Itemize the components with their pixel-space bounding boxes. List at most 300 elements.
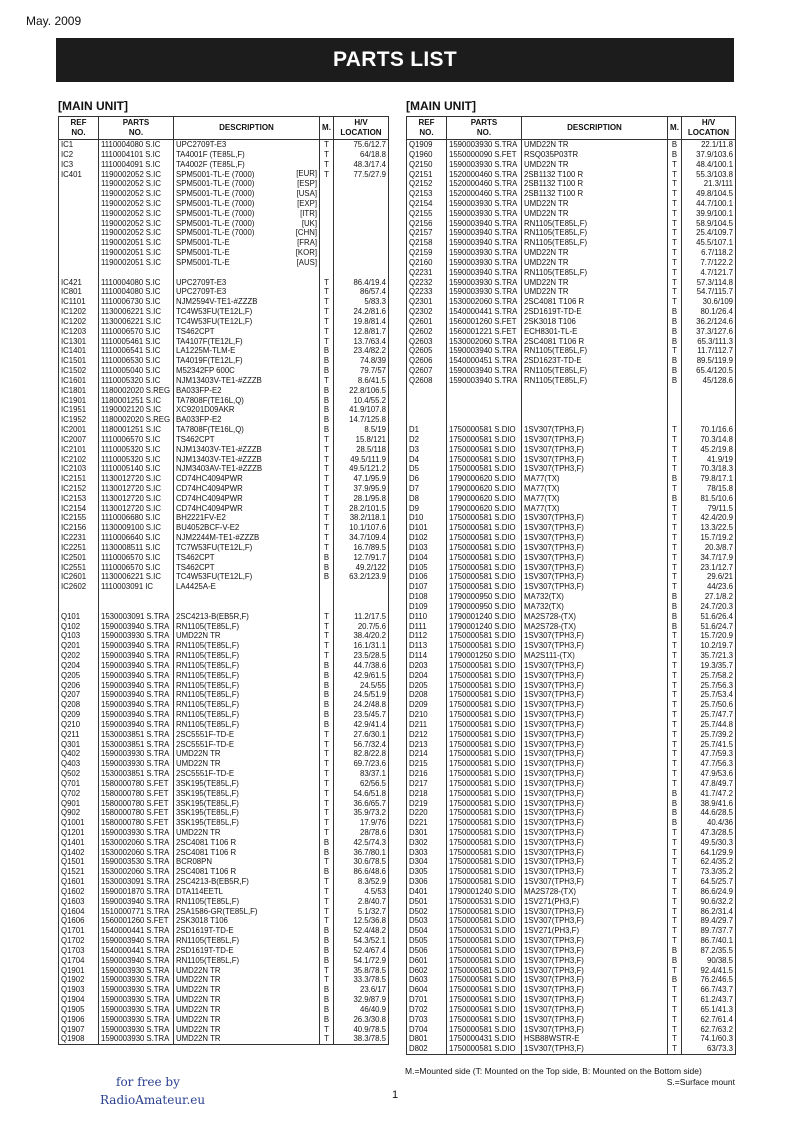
description-cell — [174, 769, 320, 779]
hv-location — [334, 199, 389, 209]
hv-location: 24.5/55 — [334, 681, 389, 691]
description: RN1105(TE85L,F) — [524, 346, 588, 356]
hv-location: 25.7/53.4 — [682, 690, 736, 700]
table-row — [59, 248, 389, 258]
description-cell — [522, 1015, 668, 1025]
description-cell — [174, 877, 320, 887]
description: RN1105(TE85L,F) — [176, 651, 240, 661]
part-type: S.DIO — [494, 818, 516, 828]
table-row — [59, 740, 389, 750]
table-row — [407, 386, 736, 396]
part-type: S.IC — [145, 454, 161, 464]
table-row — [59, 631, 389, 641]
table-row — [59, 445, 389, 455]
parts-no: 1540000441 — [101, 945, 145, 955]
table-row — [59, 278, 389, 288]
hv-location: 44/23.6 — [682, 582, 736, 592]
description-cell — [174, 946, 320, 956]
part-type: S.TRA — [146, 847, 170, 857]
ref-no: Q2157 — [407, 228, 447, 238]
parts-no: 1580000780 — [101, 778, 145, 788]
description: SPM5001-TL-E — [176, 238, 230, 248]
table-row — [59, 523, 389, 533]
mounted-side: T — [320, 622, 334, 632]
parts-no-cell — [447, 622, 522, 632]
hv-location: 12.8/81.7 — [334, 327, 389, 337]
mounted-side: T — [668, 563, 682, 573]
part-type: S.IC — [145, 248, 161, 258]
parts-no-cell — [447, 877, 522, 887]
parts-no: 1110004080 — [101, 287, 144, 297]
hv-location: 16.7/89.5 — [334, 543, 389, 553]
table-row — [59, 337, 389, 347]
mounted-side: B — [320, 985, 334, 995]
parts-no-cell — [447, 867, 522, 877]
parts-no-cell — [447, 700, 522, 710]
description: 1SV307(TPH3,F) — [524, 975, 584, 985]
description-cell — [522, 631, 668, 641]
mounted-side: T — [668, 867, 682, 877]
parts-no-cell — [447, 818, 522, 828]
hv-location — [334, 268, 389, 278]
part-type: S.TRA — [146, 936, 170, 946]
hv-location: 45/128.6 — [682, 376, 736, 386]
hv-location: 89.5/119.9 — [682, 356, 736, 366]
parts-no: 1750000581 — [449, 552, 493, 562]
ref-no: IC2501 — [59, 553, 99, 563]
parts-no-cell — [447, 464, 522, 474]
part-type: S.FET — [494, 326, 517, 336]
hv-location: 29.6/21 — [682, 572, 736, 582]
mounted-side: B — [668, 150, 682, 160]
parts-no: 1190002052 — [101, 208, 144, 218]
ref-no: IC2154 — [59, 504, 99, 514]
part-type: S.DIO — [494, 975, 516, 985]
hv-location: 37.9/95.9 — [334, 484, 389, 494]
parts-no-cell — [99, 1015, 174, 1025]
description: 2SB1132 T100 R — [524, 169, 584, 179]
description-cell — [174, 916, 320, 926]
part-type: S.DIO — [494, 788, 516, 798]
parts-no-cell — [99, 995, 174, 1005]
mounted-side: T — [320, 150, 334, 160]
ref-no: D113 — [407, 641, 447, 651]
description: TA7808F(TE16L,Q) — [176, 395, 244, 405]
parts-no: 1750000581 — [449, 700, 493, 710]
ref-no: IC2601 — [59, 572, 99, 582]
parts-no: 1110006541 — [101, 346, 144, 356]
ref-no: Q102 — [59, 622, 99, 632]
mounted-side: T — [320, 474, 334, 484]
part-type: S.TRA — [146, 759, 170, 769]
mounted-side: B — [668, 140, 682, 150]
parts-no-cell — [99, 179, 174, 189]
mounted-side: T — [668, 828, 682, 838]
part-type: S.DIO — [494, 670, 516, 680]
parts-no: 1750000581 — [449, 837, 493, 847]
mounted-side — [320, 219, 334, 229]
description: RN1105(TE85L,F) — [524, 218, 588, 228]
description-cell — [522, 425, 668, 435]
mounted-side: T — [320, 523, 334, 533]
description-cell — [174, 749, 320, 759]
parts-no-cell — [99, 199, 174, 209]
part-type: S.TRA — [494, 297, 518, 307]
mounted-side: B — [320, 710, 334, 720]
parts-no-cell — [447, 995, 522, 1005]
hv-location: 38.3/78.5 — [334, 1034, 389, 1044]
ref-no: Q2232 — [407, 278, 447, 288]
parts-no-cell — [99, 975, 174, 985]
hv-location: 47.1/95.9 — [334, 474, 389, 484]
hv-location: 26.3/30.8 — [334, 1015, 389, 1025]
hv-location: 23.1/12.7 — [682, 563, 736, 573]
parts-no-cell — [447, 287, 522, 297]
part-type: S.DIO — [494, 857, 516, 867]
parts-no-cell — [447, 848, 522, 858]
description: 1SV307(TPH3,F) — [524, 670, 584, 680]
hv-location: 23.6/17 — [334, 985, 389, 995]
mounted-side: T — [668, 455, 682, 465]
parts-no-cell — [99, 622, 174, 632]
hv-location: 25.7/39.2 — [682, 730, 736, 740]
description: RN1105(TE85L,F) — [176, 690, 240, 700]
description: 3SK195(TE85L,F) — [176, 798, 239, 808]
table-row — [407, 346, 736, 356]
table-row — [407, 857, 736, 867]
hv-location — [682, 396, 736, 406]
mounted-side: B — [668, 592, 682, 602]
mounted-side: T — [320, 140, 334, 150]
hv-location: 13.3/22.5 — [682, 523, 736, 533]
ref-no: IC2153 — [59, 494, 99, 504]
mounted-side: T — [320, 631, 334, 641]
mounted-side — [320, 268, 334, 278]
mounted-side: T — [668, 740, 682, 750]
hv-location: 22.8/106.5 — [334, 386, 389, 396]
table-row — [59, 160, 389, 170]
part-type: S.IC — [145, 326, 161, 336]
parts-no-cell — [447, 582, 522, 592]
parts-no-cell — [99, 641, 174, 651]
hv-location: 35.8/78.5 — [334, 966, 389, 976]
description-cell — [174, 661, 320, 671]
parts-no: 1590003930 — [101, 995, 145, 1005]
ref-no: D801 — [407, 1034, 447, 1044]
parts-no-cell — [99, 651, 174, 661]
parts-no-cell — [99, 445, 174, 455]
table-row — [59, 150, 389, 160]
parts-no-cell — [447, 916, 522, 926]
description: 2SC4213-B(EB5R,F) — [176, 877, 249, 887]
part-type: S.DIO — [494, 542, 516, 552]
hv-location: 62/56.5 — [334, 779, 389, 789]
hv-location: 24.2/81.6 — [334, 307, 389, 317]
parts-no: 1110005320 — [101, 375, 144, 385]
hv-location: 20.3/8.7 — [682, 543, 736, 553]
parts-no-cell — [99, 150, 174, 160]
table-row — [59, 946, 389, 956]
description-cell — [174, 474, 320, 484]
hv-location: 10.2/19.7 — [682, 641, 736, 651]
parts-no: 1110004080 — [101, 277, 144, 287]
part-type: S.TRA — [146, 769, 170, 779]
hv-location: 11.2/17.5 — [334, 612, 389, 622]
table-row — [407, 720, 736, 730]
description: 1SV307(TPH3,F) — [524, 444, 584, 454]
part-type: S.DIO — [494, 1024, 516, 1034]
mounted-side: T — [320, 464, 334, 474]
description-cell — [174, 789, 320, 799]
hv-location: 92.4/41.5 — [682, 966, 736, 976]
description-cell — [522, 848, 668, 858]
mounted-side: T — [320, 730, 334, 740]
part-type: S.DIO — [494, 739, 516, 749]
description-cell — [174, 356, 320, 366]
hv-location: 28/78.6 — [334, 828, 389, 838]
parts-no-cell — [447, 690, 522, 700]
hv-location — [334, 189, 389, 199]
parts-no: 1590003940 — [101, 641, 145, 651]
ref-no: Q1521 — [59, 867, 99, 877]
hv-location: 35.7/21.3 — [682, 651, 736, 661]
part-type: S.DIO — [494, 1004, 516, 1014]
mounted-side: B — [320, 346, 334, 356]
parts-no-cell — [99, 592, 174, 602]
parts-no: 1590003940 — [449, 238, 493, 248]
parts-no: 1180001251 — [101, 425, 144, 435]
description: 2SC4081 T106 R — [524, 297, 585, 307]
part-type: S.TRA — [146, 965, 170, 975]
description: UMD22N TR — [524, 248, 569, 258]
parts-no-cell — [99, 936, 174, 946]
table-row — [407, 1015, 736, 1025]
table-row — [407, 936, 736, 946]
ref-no: Q2154 — [407, 199, 447, 209]
table-row — [59, 887, 389, 897]
description-cell — [174, 1034, 320, 1044]
ref-no: Q1501 — [59, 857, 99, 867]
description-cell — [174, 887, 320, 897]
description-cell — [174, 572, 320, 582]
parts-no-cell — [447, 907, 522, 917]
description-cell — [174, 926, 320, 936]
hv-location: 51.6/24.7 — [682, 622, 736, 632]
part-type: S.TRA — [494, 267, 518, 277]
table-row — [407, 474, 736, 484]
hv-location: 73.3/35.2 — [682, 867, 736, 877]
ref-no: Q101 — [59, 612, 99, 622]
table-row — [59, 553, 389, 563]
mounted-side: T — [668, 700, 682, 710]
description: MA77(TX) — [524, 484, 560, 493]
parts-no-cell — [447, 494, 522, 504]
parts-no-cell — [447, 985, 522, 995]
description-cell — [174, 897, 320, 907]
parts-no: 1190002051 — [101, 238, 144, 248]
description-cell — [522, 346, 668, 356]
parts-no: 1130012720 — [101, 484, 144, 493]
part-type: S.IC — [145, 523, 161, 533]
mounted-side — [668, 415, 682, 425]
part-type: S.TRA — [146, 641, 170, 651]
parts-no: 1790000950 — [449, 601, 493, 611]
description-cell — [174, 513, 320, 523]
description-cell — [522, 975, 668, 985]
mounted-side — [320, 209, 334, 219]
ref-no — [59, 602, 99, 612]
parts-no: 1750000581 — [449, 710, 493, 720]
parts-no-cell — [99, 327, 174, 337]
ref-no: Q301 — [59, 740, 99, 750]
table-row — [407, 622, 736, 632]
parts-no-cell — [99, 533, 174, 543]
parts-no-cell — [447, 179, 522, 189]
mounted-side: T — [668, 582, 682, 592]
description: UMD22N TR — [524, 287, 569, 297]
ref-no: Q2301 — [407, 297, 447, 307]
parts-no: 1750000581 — [449, 985, 493, 995]
hv-location — [682, 405, 736, 415]
part-type: S.TRA — [146, 631, 170, 641]
description: RN1105(TE85L,F) — [524, 375, 588, 385]
mounted-side: T — [320, 887, 334, 897]
table-row — [407, 631, 736, 641]
mounted-side: T — [668, 936, 682, 946]
table-row — [59, 209, 389, 219]
description-cell — [522, 533, 668, 543]
table-row — [59, 484, 389, 494]
description-cell — [174, 464, 320, 474]
parts-no: 1560001221 — [449, 326, 493, 336]
table-row — [59, 877, 389, 887]
part-type: S.TRA — [494, 159, 518, 169]
parts-no: 1110006530 — [101, 356, 144, 366]
description-cell — [522, 297, 668, 307]
parts-no-cell — [447, 1034, 522, 1044]
ref-no: Q1905 — [59, 1005, 99, 1015]
ref-no: D602 — [407, 966, 447, 976]
description-cell — [522, 140, 668, 150]
parts-no-cell — [447, 779, 522, 789]
ref-no: IC1952 — [59, 415, 99, 425]
ref-no: Q902 — [59, 808, 99, 818]
description-cell — [522, 877, 668, 887]
parts-no: 1750000581 — [449, 778, 493, 788]
table-row — [59, 798, 389, 808]
table-row — [407, 769, 736, 779]
table-row — [407, 189, 736, 199]
mounted-side: B — [668, 317, 682, 327]
description-cell — [522, 287, 668, 297]
description-cell — [174, 985, 320, 995]
left-parts-table — [58, 116, 389, 1045]
part-type: S.TRA — [494, 208, 518, 218]
ref-no — [59, 258, 99, 268]
parts-no-cell — [447, 612, 522, 622]
parts-no-cell — [99, 759, 174, 769]
description-cell — [522, 484, 668, 494]
description: 1SV307(TPH3,F) — [524, 945, 584, 955]
table-row — [407, 985, 736, 995]
hv-location: 49.8/104.5 — [682, 189, 736, 199]
parts-no-cell — [447, 513, 522, 523]
mounted-side: T — [320, 1034, 334, 1044]
part-type: S.TRA — [494, 248, 518, 258]
mounted-side: B — [320, 690, 334, 700]
table-row — [407, 396, 736, 406]
description: UMD22N TR — [176, 827, 221, 837]
hv-location: 34.7/109.4 — [334, 533, 389, 543]
table-row — [407, 415, 736, 425]
description-cell — [174, 278, 320, 288]
hv-location: 65.1/41.3 — [682, 1005, 736, 1015]
mounted-side: T — [320, 504, 334, 514]
description: LA1225M-TLM-E — [176, 346, 236, 356]
table-row — [59, 641, 389, 651]
part-type: S.DIO — [494, 700, 516, 710]
description: MA77(TX) — [524, 474, 560, 484]
hv-location: 25.7/56.3 — [682, 681, 736, 691]
parts-no-cell — [447, 376, 522, 386]
mounted-side: B — [320, 956, 334, 966]
parts-no: 1530002060 — [449, 336, 493, 346]
mounted-side: B — [668, 602, 682, 612]
parts-no-cell — [447, 337, 522, 347]
parts-no: 1750000581 — [449, 631, 493, 641]
part-type: S.DIO — [494, 582, 516, 592]
table-row — [407, 435, 736, 445]
parts-no-cell — [447, 749, 522, 759]
table-row — [59, 307, 389, 317]
part-type: S.FET — [146, 798, 169, 808]
part-type: S.TRA — [146, 651, 170, 661]
mounted-side: T — [668, 160, 682, 170]
description: TC7W53FU(TE12L,F) — [176, 542, 253, 552]
description-cell — [522, 464, 668, 474]
table-header-row — [59, 117, 389, 140]
description-cell — [522, 857, 668, 867]
parts-no: 1590003940 — [101, 896, 145, 906]
hv-location: 14.7/125.8 — [334, 415, 389, 425]
parts-no: 1520000460 — [449, 189, 493, 199]
mounted-side: B — [668, 798, 682, 808]
mounted-side: B — [668, 337, 682, 347]
table-row — [407, 356, 736, 366]
part-type: S.TRA — [146, 877, 170, 887]
ref-no — [59, 248, 99, 258]
hv-location: 74.1/60.3 — [682, 1034, 736, 1044]
description: TS462CPT — [176, 552, 215, 562]
description-cell — [522, 887, 668, 897]
mounted-side: T — [320, 169, 334, 179]
mounted-side: B — [668, 956, 682, 966]
part-type: S.IC — [145, 375, 161, 385]
part-type: S.FET — [146, 818, 169, 828]
parts-no: 1590003940 — [449, 375, 493, 385]
ref-no: Q2158 — [407, 238, 447, 248]
hv-location: 24.7/20.3 — [682, 602, 736, 612]
parts-no: 1560001260 — [101, 916, 145, 926]
mounted-side: T — [320, 533, 334, 543]
parts-no: 1530003851 — [101, 739, 145, 749]
table-row — [407, 533, 736, 543]
mounted-side: T — [668, 435, 682, 445]
parts-no: 1750000531 — [449, 926, 493, 936]
part-type: S.DIO — [494, 827, 516, 837]
parts-no-cell — [99, 612, 174, 622]
parts-no-cell — [447, 228, 522, 238]
